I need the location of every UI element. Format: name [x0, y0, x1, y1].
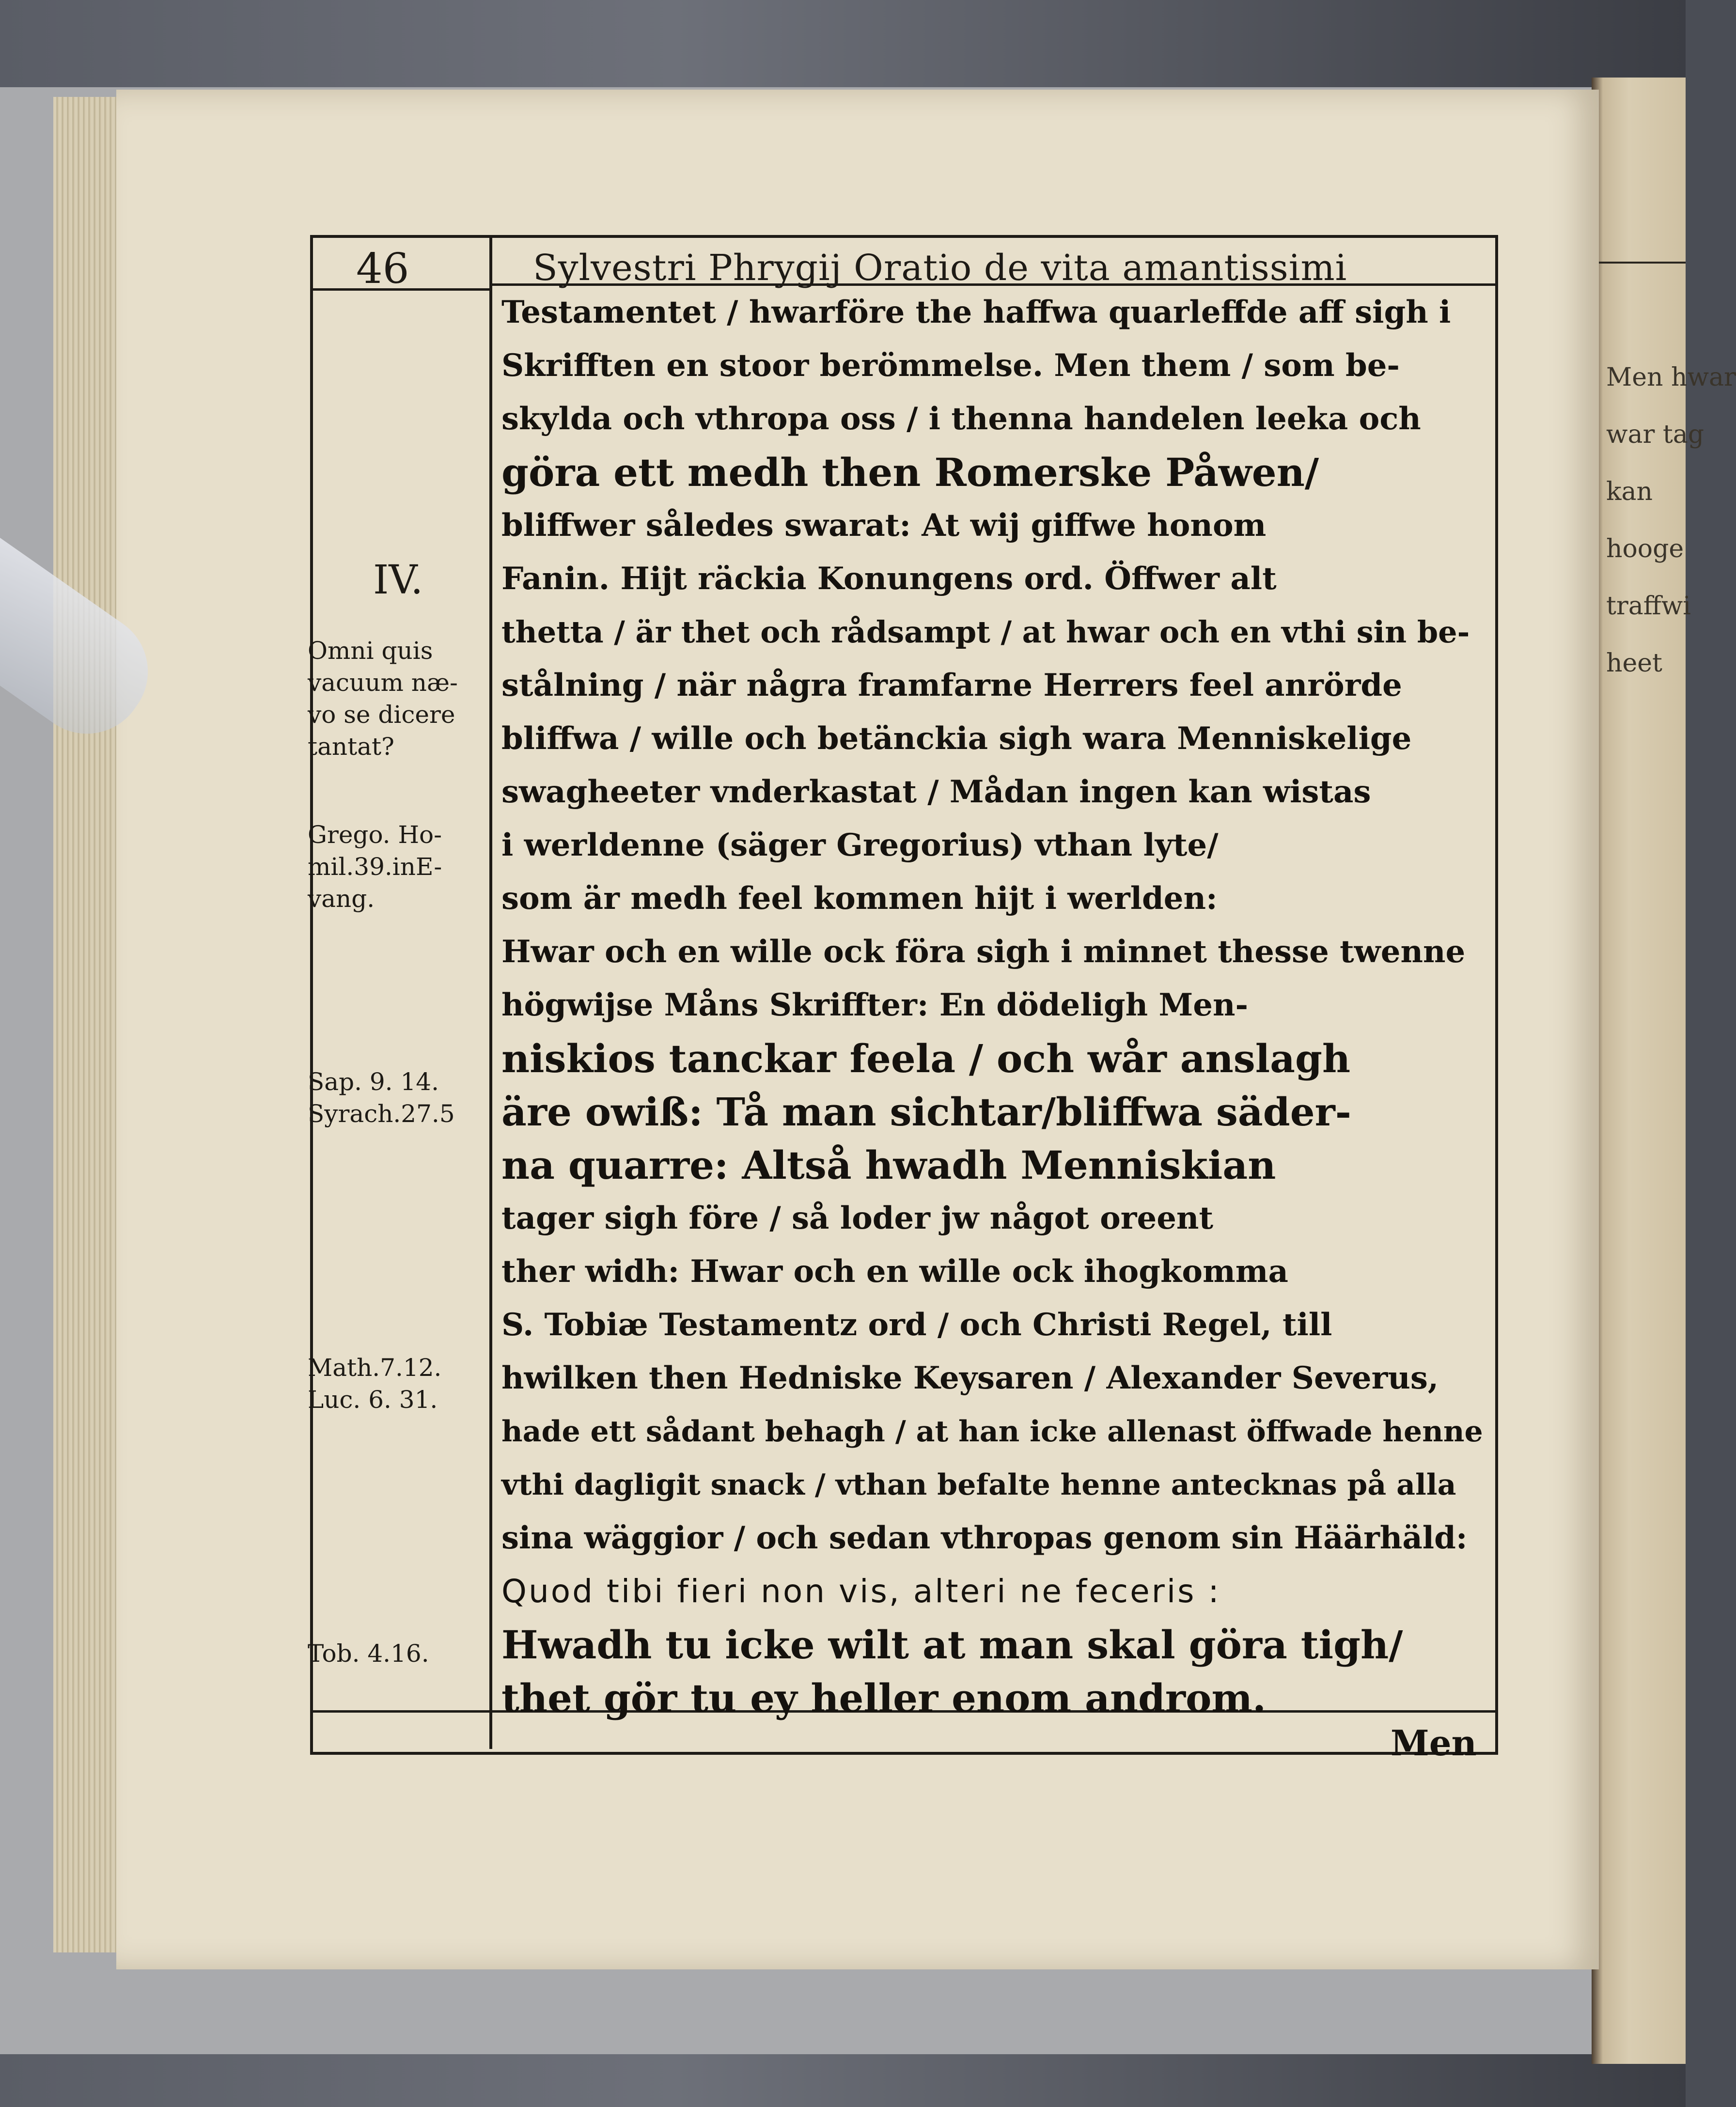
margin-column-rule [489, 235, 492, 1749]
text-line: sina wäggior / och sedan vthropas genom sin Häärhäld: [501, 1520, 1468, 1556]
text-line: thetta / är thet och rådsampt / at hwar och en vthi sin be- [501, 614, 1470, 650]
footer-rule-left [310, 1710, 489, 1713]
text-line: äre owiß: Tå man sichtar/bliffwa säder- [501, 1089, 1351, 1135]
text-line: swagheeter vnderkastat / Mådan ingen kan wistas [501, 774, 1371, 810]
text-line: ther widh: Hwar och en wille ock ihogkomma [501, 1253, 1288, 1290]
margin-note-omni: Omni quis vacuum næ- vo se dicere tantat? [308, 637, 458, 761]
margin-note-matthew: Math.7.12. Luc. 6. 31. [308, 1354, 442, 1414]
facing-fragment: war tag [1606, 420, 1705, 449]
text-line: thet gör tu ey heller enom androm. [501, 1675, 1266, 1721]
body-text [501, 286, 1485, 1725]
text-line: hade ett sådant behagh / at han icke allenast öffwade henne [501, 1415, 1483, 1449]
text-line: Testamentet / hwarföre the haffwa quarleffde aff sigh i [501, 294, 1451, 330]
facing-fragment: Men hwar [1606, 363, 1736, 392]
text-line: na quarre: Altså hwadh Menniskian [501, 1142, 1276, 1188]
facing-fragment: hooge [1606, 534, 1684, 563]
margin-note-tobit: Tob. 4.16. [308, 1639, 429, 1668]
facing-page-text [1606, 349, 1736, 692]
catchword: Men [1391, 1722, 1477, 1764]
section-numeral: IV. [373, 557, 423, 603]
text-line: bliffwer således swarat: At wij giffwe honom [501, 507, 1267, 544]
text-line: bliffwa / wille och betänckia sigh wara Menniskelige [501, 720, 1412, 757]
facing-fragment: heet [1606, 649, 1662, 678]
facing-page [1592, 78, 1736, 2064]
text-line: Quod tibi fieri non vis, alteri ne feceris : [501, 1573, 1221, 1610]
text-line: niskios tanckar feela / och wår anslagh [501, 1036, 1351, 1081]
page-number: 46 [356, 245, 409, 293]
text-line: göra ett medh then Romerske Påwen/ [501, 450, 1319, 495]
text-line: Hwadh tu icke wilt at man skal göra tigh/ [501, 1622, 1403, 1668]
text-line: stålning / när några framfarne Herrers feel anrörde [501, 667, 1402, 703]
running-title: Sylvestri Phrygij Oratio de vita amantissimi [533, 247, 1347, 289]
text-line: tager sigh före / så loder jw något oreent [501, 1200, 1213, 1236]
text-line: S. Tobiæ Testamentz ord / och Christi Regel, till [501, 1307, 1332, 1343]
text-line: vthi dagligit snack / vthan befalte henne antecknas på alla [501, 1468, 1456, 1502]
facing-page-rule [1598, 262, 1686, 264]
text-line: som är medh feel kommen hijt i werlden: [501, 880, 1218, 917]
text-line: högwijse Måns Skriffter: En dödeligh Men- [501, 987, 1249, 1023]
text-line: Skrifften en stoor berömmelse. Men them / som be- [501, 347, 1400, 384]
text-line: hwilken then Hedniske Keysaren / Alexander Severus, [501, 1360, 1439, 1396]
text-line: i werldenne (säger Gregorius) vthan lyte/ [501, 827, 1219, 863]
text-line: skylda och vthropa oss / i thenna handelen leeka och [501, 401, 1421, 437]
margin-note-gregorius: Grego. Ho- mil.39.inE- vang. [308, 821, 442, 913]
facing-fragment: kan [1606, 477, 1653, 506]
text-line: Fanin. Hijt räckia Konungens ord. Öffwer alt [501, 561, 1277, 597]
facing-fragment: traffwi [1606, 592, 1691, 621]
text-line: Hwar och en wille ock föra sigh i minnet thesse twenne [501, 934, 1466, 970]
margin-note-sapientia: Sap. 9. 14. Syrach.27.5 [308, 1068, 455, 1128]
